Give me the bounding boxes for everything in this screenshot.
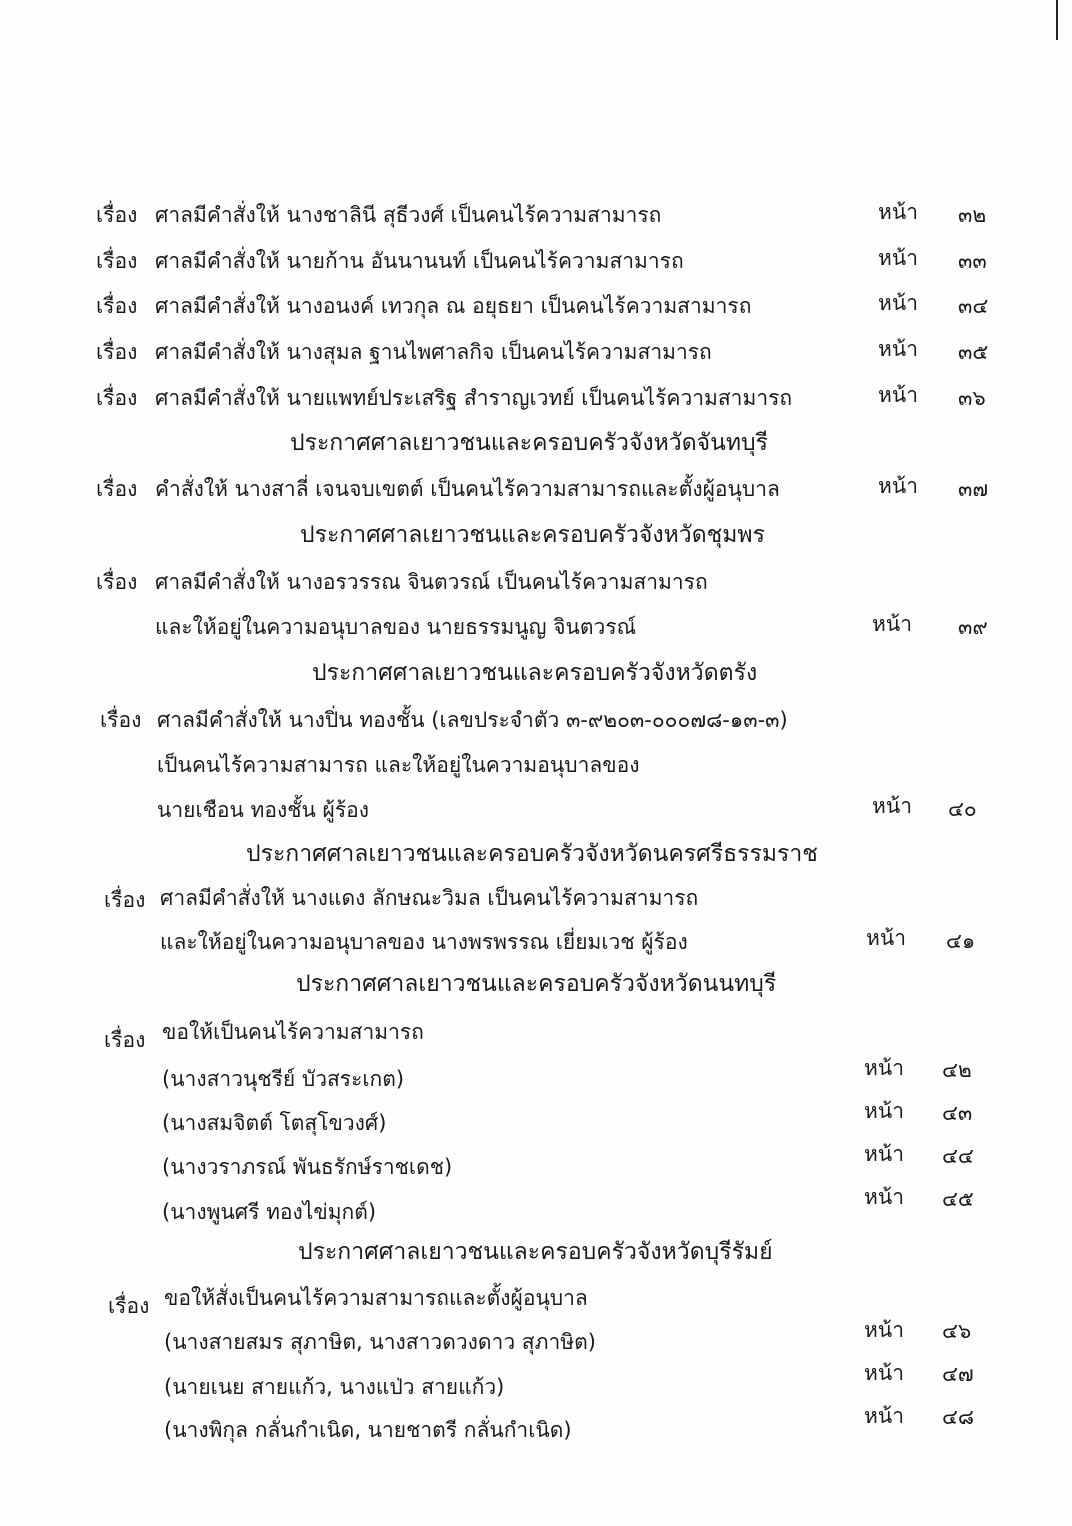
entry-text: ศาลมีคำสั่งให้ นางชาลินี สุธีวงศ์ เป็นคนไร้ความสามารถ bbox=[155, 203, 662, 227]
topic-label: เรื่อง bbox=[96, 249, 138, 273]
page-label: หน้า bbox=[878, 337, 918, 361]
topic-label: เรื่อง bbox=[96, 570, 138, 594]
page-label: หน้า bbox=[866, 926, 906, 950]
page-number: ๔๐ bbox=[948, 797, 977, 821]
page-label: หน้า bbox=[864, 1318, 904, 1342]
page-label: หน้า bbox=[878, 291, 918, 315]
page-number: ๓๓ bbox=[958, 249, 987, 273]
page-number: ๔๒ bbox=[942, 1058, 972, 1082]
page-number: ๔๑ bbox=[946, 929, 976, 953]
page-label: หน้า bbox=[872, 794, 912, 818]
entry-text: ขอให้เป็นคนไร้ความสามารถ bbox=[162, 1020, 424, 1044]
page-label: หน้า bbox=[878, 246, 918, 270]
entry-text: ศาลมีคำสั่งให้ นางแดง ลักษณะวิมล เป็นคนไร้ความสามารถ bbox=[160, 886, 699, 910]
section-heading: ประกาศศาลเยาวชนและครอบครัวจังหวัดจันทบุรี bbox=[290, 430, 768, 456]
entry-text: ศาลมีคำสั่งให้ นายแพทย์ประเสริฐ สำราญเวทย์ เป็นคนไร้ความสามารถ bbox=[155, 386, 793, 410]
entry-text: ศาลมีคำสั่งให้ นางอนงค์ เทวกุล ณ อยุธยา เป็นคนไร้ความสามารถ bbox=[155, 294, 752, 318]
page-number: ๓๖ bbox=[958, 386, 986, 410]
page-number: ๔๔ bbox=[942, 1144, 974, 1168]
entry-text: และให้อยู่ในความอนุบาลของ นายธรรมนูญ จินตวรณ์ bbox=[155, 615, 637, 639]
entry-text: ขอให้สั่งเป็นคนไร้ความสามารถและตั้งผู้อนุบาล bbox=[164, 1286, 588, 1310]
topic-label: เรื่อง bbox=[104, 1028, 146, 1052]
entry-text: ศาลมีคำสั่งให้ นางสุมล ฐานไพศาลกิจ เป็นคนไร้ความสามารถ bbox=[155, 340, 712, 364]
entry-text: ศาลมีคำสั่งให้ นางอรวรรณ จินตวรณ์ เป็นคนไร้ความสามารถ bbox=[155, 570, 708, 594]
entry-text: (นางพิกุล กลั่นกำเนิด, นายชาตรี กลั่นกำเนิด) bbox=[164, 1418, 572, 1442]
entry-text: (นางวราภรณ์ พันธรักษ์ราชเดช) bbox=[162, 1155, 453, 1179]
section-heading: ประกาศศาลเยาวชนและครอบครัวจังหวัดชุมพร bbox=[300, 522, 765, 548]
topic-label: เรื่อง bbox=[96, 294, 138, 318]
topic-label: เรื่อง bbox=[108, 1294, 150, 1318]
page-label: หน้า bbox=[864, 1404, 904, 1428]
entry-text: นายเชือน ทองชั้น ผู้ร้อง bbox=[157, 798, 369, 822]
page-label: หน้า bbox=[878, 474, 918, 498]
page-number: ๔๖ bbox=[942, 1319, 972, 1343]
entry-text: และให้อยู่ในความอนุบาลของ นางพรพรรณ เยี่ยมเวช ผู้ร้อง bbox=[160, 930, 688, 954]
section-heading: ประกาศศาลเยาวชนและครอบครัวจังหวัดบุรีรัมย์ bbox=[298, 1239, 773, 1265]
page-label: หน้า bbox=[878, 200, 918, 224]
entry-text: เป็นคนไร้ความสามารถ และให้อยู่ในความอนุบาลของ bbox=[157, 753, 640, 777]
page-number: ๓๒ bbox=[958, 203, 987, 227]
entry-text: (นางสายสมร สุภาษิต, นางสาวดวงดาว สุภาษิต) bbox=[164, 1330, 596, 1354]
topic-label: เรื่อง bbox=[96, 477, 138, 501]
section-heading: ประกาศศาลเยาวชนและครอบครัวจังหวัดนครศรีธรรมราช bbox=[246, 841, 818, 867]
topic-label: เรื่อง bbox=[100, 708, 142, 732]
page-number: ๓๗ bbox=[958, 477, 989, 501]
entry-text: (นางสมจิตต์ โตสุโขวงศ์) bbox=[162, 1111, 387, 1135]
entry-text: ศาลมีคำสั่งให้ นายก้าน อันนานนท์ เป็นคนไร้ความสามารถ bbox=[155, 249, 684, 273]
page-label: หน้า bbox=[864, 1142, 904, 1166]
page-label: หน้า bbox=[864, 1185, 904, 1209]
page-label: หน้า bbox=[864, 1361, 904, 1385]
page-number: ๔๗ bbox=[942, 1362, 974, 1386]
page-number: ๓๙ bbox=[958, 615, 988, 639]
entry-text: (นางพูนศรี ทองไข่มุกต์) bbox=[162, 1200, 377, 1224]
page-label: หน้า bbox=[864, 1099, 904, 1123]
topic-label: เรื่อง bbox=[104, 888, 146, 912]
page-number: ๔๓ bbox=[942, 1101, 973, 1125]
page-edge-mark bbox=[1056, 0, 1058, 40]
page-label: หน้า bbox=[872, 612, 912, 636]
entry-text: (นายเนย สายแก้ว, นางแป่ว สายแก้ว) bbox=[164, 1375, 505, 1399]
page-number: ๓๔ bbox=[958, 294, 989, 318]
page-number: ๓๕ bbox=[958, 340, 989, 364]
entry-text: ศาลมีคำสั่งให้ นางปิ่น ทองชั้น (เลขประจำตัว ๓-๙๒๐๓-๐๐๐๗๘-๑๓-๓) bbox=[157, 708, 788, 732]
topic-label: เรื่อง bbox=[96, 203, 138, 227]
page-number: ๔๕ bbox=[942, 1187, 974, 1211]
page-label: หน้า bbox=[864, 1056, 904, 1080]
section-heading: ประกาศศาลเยาวชนและครอบครัวจังหวัดนนทบุรี bbox=[296, 971, 777, 997]
page-number: ๔๘ bbox=[942, 1405, 975, 1429]
entry-text: คำสั่งให้ นางสาลี่ เจนจบเขตต์ เป็นคนไร้ความสามารถและตั้งผู้อนุบาล bbox=[155, 477, 780, 501]
topic-label: เรื่อง bbox=[96, 340, 138, 364]
entry-text: (นางสาวนุชรีย์ บัวสระเกต) bbox=[162, 1067, 405, 1091]
section-heading: ประกาศศาลเยาวชนและครอบครัวจังหวัดตรัง bbox=[312, 660, 758, 686]
page-label: หน้า bbox=[878, 383, 918, 407]
topic-label: เรื่อง bbox=[96, 386, 138, 410]
